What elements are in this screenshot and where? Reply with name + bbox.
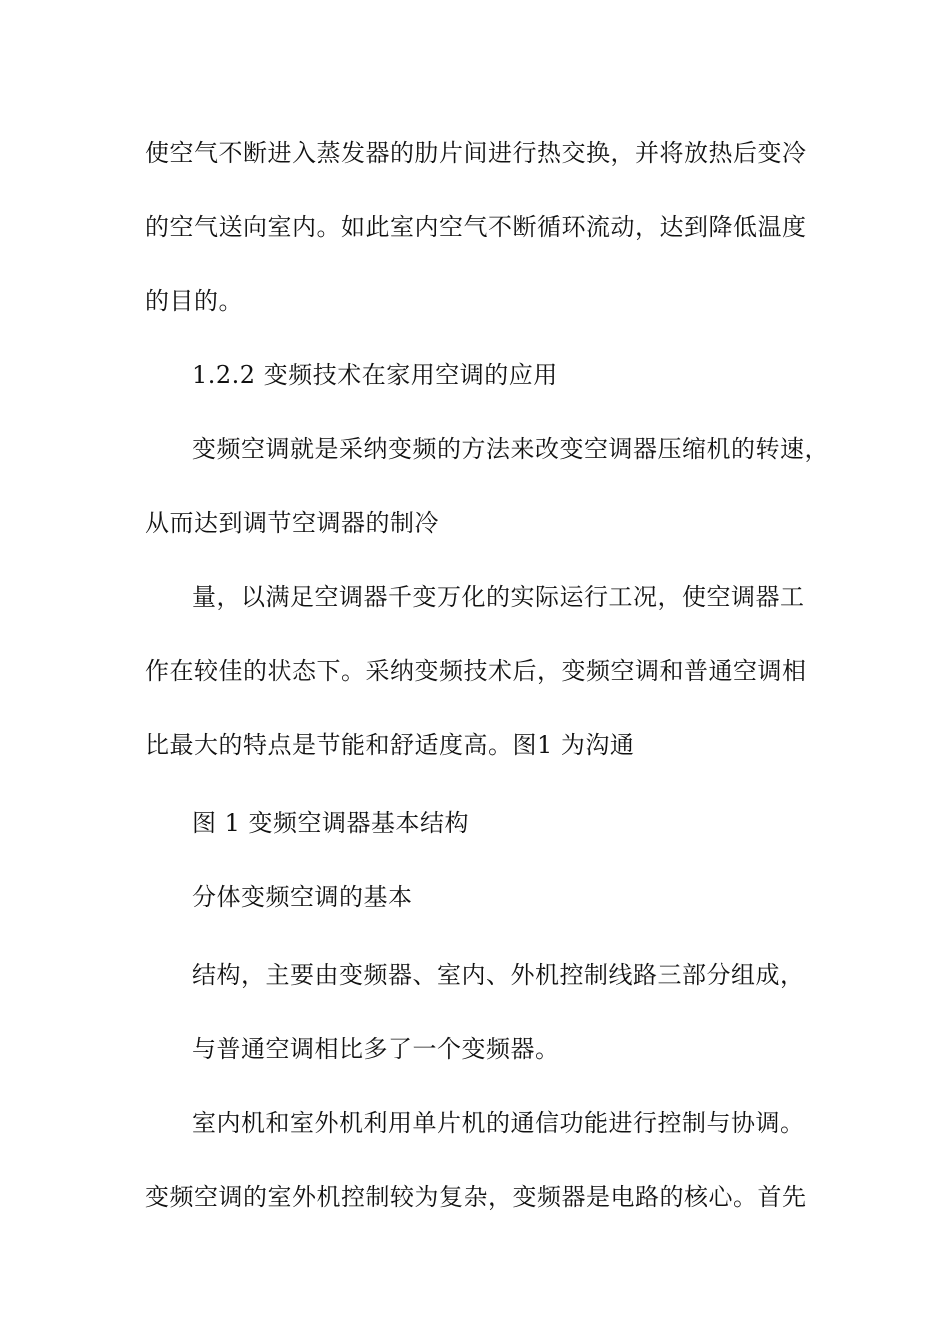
text-line: 比最大的特点是节能和舒适度高。图1 为沟通	[145, 731, 635, 759]
text-line: 量，以满足空调器千变万化的实际运行工况，使空调器工	[192, 583, 805, 611]
text-line: 的空气送向室内。如此室内空气不断循环流动，达到降低温度	[145, 213, 807, 241]
section-heading: 1.2.2 变频技术在家用空调的应用	[192, 361, 558, 389]
text-line: 作在较佳的状态下。采纳变频技术后，变频空调和普通空调相	[145, 657, 807, 685]
text-line: 与普通空调相比多了一个变频器。	[192, 1035, 560, 1063]
text-line: 使空气不断进入蒸发器的肋片间进行热交换，并将放热后变冷	[145, 139, 807, 167]
text-line: 从而达到调节空调器的制冷	[145, 509, 439, 537]
text-line: 变频空调的室外机控制较为复杂，变频器是电路的核心。首先	[145, 1183, 807, 1211]
text-line: 的目的。	[145, 287, 243, 315]
text-line: 分体变频空调的基本	[192, 883, 413, 911]
text-line: 室内机和室外机利用单片机的通信功能进行控制与协调。	[192, 1109, 805, 1137]
figure-caption: 图 1 变频空调器基本结构	[192, 809, 470, 837]
text-line: 变频空调就是采纳变频的方法来改变空调器压缩机的转速，	[192, 435, 829, 463]
text-line: 结构，主要由变频器、室内、外机控制线路三部分组成，	[192, 961, 805, 989]
